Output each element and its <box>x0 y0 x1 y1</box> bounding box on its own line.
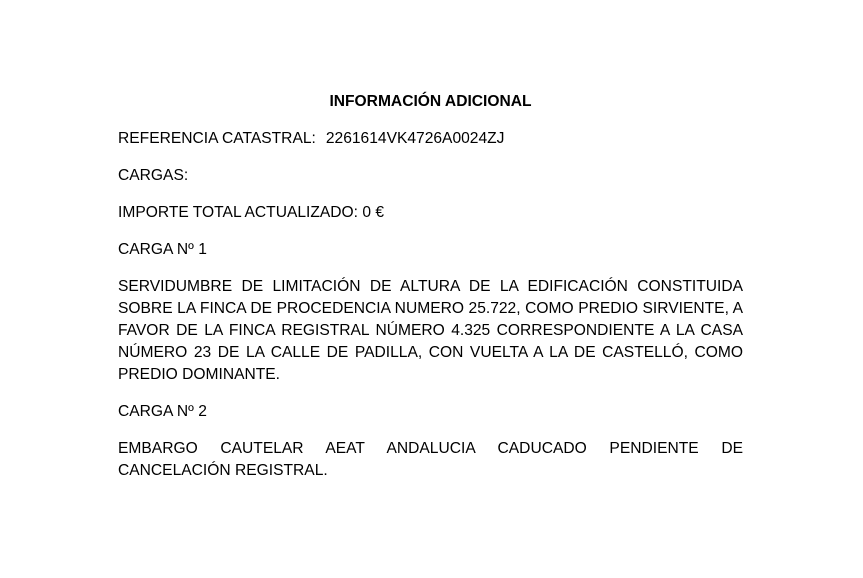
carga-2-text: EMBARGO CAUTELAR AEAT ANDALUCIA CADUCADO PENDIENTE DE CANCELACIÓN REGISTRAL. <box>118 440 743 479</box>
carga-1-heading: CARGA Nº 1 <box>118 241 207 258</box>
document-title: INFORMACIÓN ADICIONAL <box>329 93 532 110</box>
referencia-catastral-value: 2261614VK4726A0024ZJ <box>325 130 505 147</box>
carga-2-heading: CARGA Nº 2 <box>118 403 207 420</box>
cargas-label: CARGAS: <box>118 167 189 184</box>
referencia-catastral-line <box>118 128 743 150</box>
referencia-catastral-label: REFERENCIA CATASTRAL: <box>118 130 316 147</box>
document-page <box>118 91 743 497</box>
importe-total-line: IMPORTE TOTAL ACTUALIZADO: 0 € <box>118 204 385 221</box>
carga-1-text: SERVIDUMBRE DE LIMITACIÓN DE ALTURA DE LA EDIFICACIÓN CONSTITUIDA SOBRE LA FINCA DE PROCEDENCIA NUMERO 25.722, COMO PREDIO SIRVIENTE, A FAVOR DE LA FINCA REGISTRAL NÚMERO 4.325 CORRESPONDIENTE A LA CASA NÚMERO 23 DE LA CALLE DE PADILLA, CON VUELTA A LA DE CASTELLÓ, COMO PREDIO DOMINANTE. <box>118 278 743 383</box>
